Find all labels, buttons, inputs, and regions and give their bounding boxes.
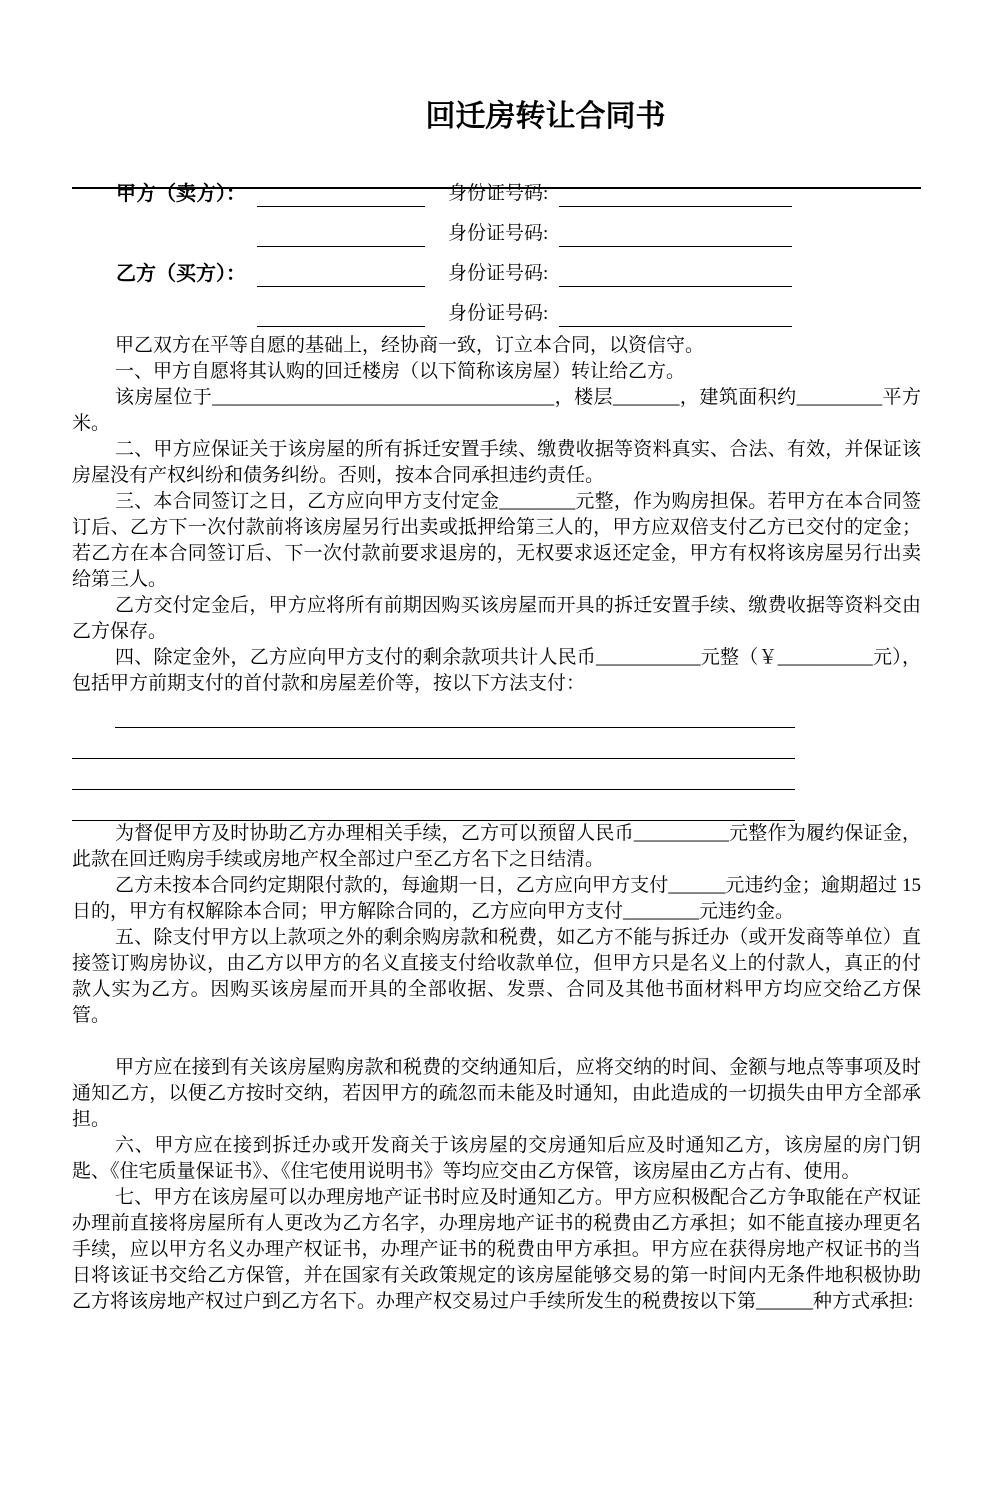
party-a-label: 甲方（卖方）： [116,183,246,205]
contract-body [72,333,921,1315]
contract-paragraph: 乙方交付定金后，甲方应将所有前期因购买该房屋而开具的拆迁安置手续、缴费收据等资料交由乙方保存。 [72,595,921,642]
payment-method-blank-line [72,728,795,759]
party-b-row [72,247,921,287]
contract-paragraph: 六、甲方应在接到拆迁办或开发商关于该房屋的交房通知后应及时通知乙方，该房屋的房门钥匙、《住宅质量保证书》、《住宅使用说明书》等均应交由乙方保管，该房屋由乙方占有、使用。 [72,1135,921,1182]
party-a-id-blank-2 [559,221,792,247]
contract-paragraph: 甲方应在接到有关该房屋购房款和税费的交纳通知后，应将交纳的时间、金额与地点等事项及时通知乙方，以便乙方按时交纳，若因甲方的疏忽而未能及时通知，由此造成的一切损失由甲方全部承担。 [72,1057,921,1130]
party-b-label: 乙方（买方）： [116,263,246,285]
party-b-name-blank [257,261,425,287]
contract-paragraph: 三、本合同签订之日，乙方应向甲方支付定金________元整，作为购房担保。若甲方在本合同签订后、乙方下一次付款前将该房屋另行出卖或抵押给第三人的，甲方应双倍支付乙方已交付的定金；若乙方在本合同签订后、下一次付款前要求退房的，无权要求返还定金，甲方有权将该房屋另行出卖给第三人。 [72,491,921,590]
payment-method-blank-line [115,697,795,728]
party-a-second-row [72,207,921,247]
id-number-label: 身份证号码: [448,183,549,204]
party-b-second-row [72,287,921,327]
contract-paragraph: 七、甲方在该房屋可以办理房地产证书时应及时通知乙方。甲方应积极配合乙方争取能在产权证办理前直接将房屋所有人更改为乙方名字，办理房地产证书的税费由乙方承担；如不能直接办理更名手续，应以甲方名义办理产权证书，办理产证书的税费由甲方承担。甲方应在获得房地产权证书的当日将该证书交给乙方保管，并在国家有关政策规定的该房屋能够交易的第一时间内无条件地积极协助乙方将该房地产权过户到乙方名下。办理产权交易过户手续所发生的税费按以下第______种方式承担: [72,1187,921,1312]
contract-paragraph: 二、甲方应保证关于该房屋的所有拆迁安置手续、缴费收据等资料真实、合法、有效，并保证该房屋没有产权纠纷和债务纠纷。否则，按本合同承担违约责任。 [72,439,921,486]
party-info-block [72,167,921,327]
contract-paragraph: 四、除定金外，乙方应向甲方支付的剩余款项共计人民币___________元整（￥__________元），包括甲方前期支付的首付款和房屋差价等，按以下方法支付： [72,647,921,694]
party-b-id-blank-2 [559,301,792,327]
party-a-name-blank-2 [257,221,425,247]
page-title: 回迁房转让合同书 [425,100,666,133]
paragraph-spacer [72,1029,921,1055]
contract-paragraph: 乙方未按本合同约定期限付款的，每逾期一日，乙方应向甲方支付______元违约金；逾期超过 15 日的，甲方有权解除本合同；甲方解除合同的，乙方应向甲方支付________元违约金。 [72,875,921,922]
id-number-label: 身份证号码: [448,223,549,244]
contract-paragraph: 甲乙双方在平等自愿的基础上，经协商一致，订立本合同，以资信守。 [115,335,705,356]
party-b-id-blank [559,261,792,287]
party-b-name-blank-2 [257,301,425,327]
contract-paragraph: 该房屋位于____________________________________，楼层_______，建筑面积约_________平方米。 [72,387,921,434]
party-a-name-blank [257,181,425,207]
contract-paragraph: 五、除支付甲方以上款项之外的剩余购房款和税费，如乙方不能与拆迁办（或开发商等单位）直接签订购房协议，由乙方以甲方的名义直接支付给收款单位，但甲方只是名义上的付款人，真正的付款人实为乙方。因购买该房屋而开具的全部收据、发票、合同及其他书面材料甲方均应交给乙方保管。 [72,927,921,1026]
payment-method-blank-line [72,790,795,821]
contract-page [0,97,993,1501]
header-divider [72,187,921,189]
contract-paragraph: 为督促甲方及时协助乙方办理相关手续，乙方可以预留人民币__________元整作为履约保证金，此款在回迁购房手续或房地产权全部过户至乙方名下之日结清。 [72,823,921,870]
id-number-label: 身份证号码: [448,303,549,324]
party-a-id-blank [559,181,792,207]
contract-paragraph: 一、甲方自愿将其认购的回迁楼房（以下简称该房屋）转让给乙方。 [115,361,686,382]
id-number-label: 身份证号码: [448,263,549,284]
payment-method-blank-line [72,759,795,790]
